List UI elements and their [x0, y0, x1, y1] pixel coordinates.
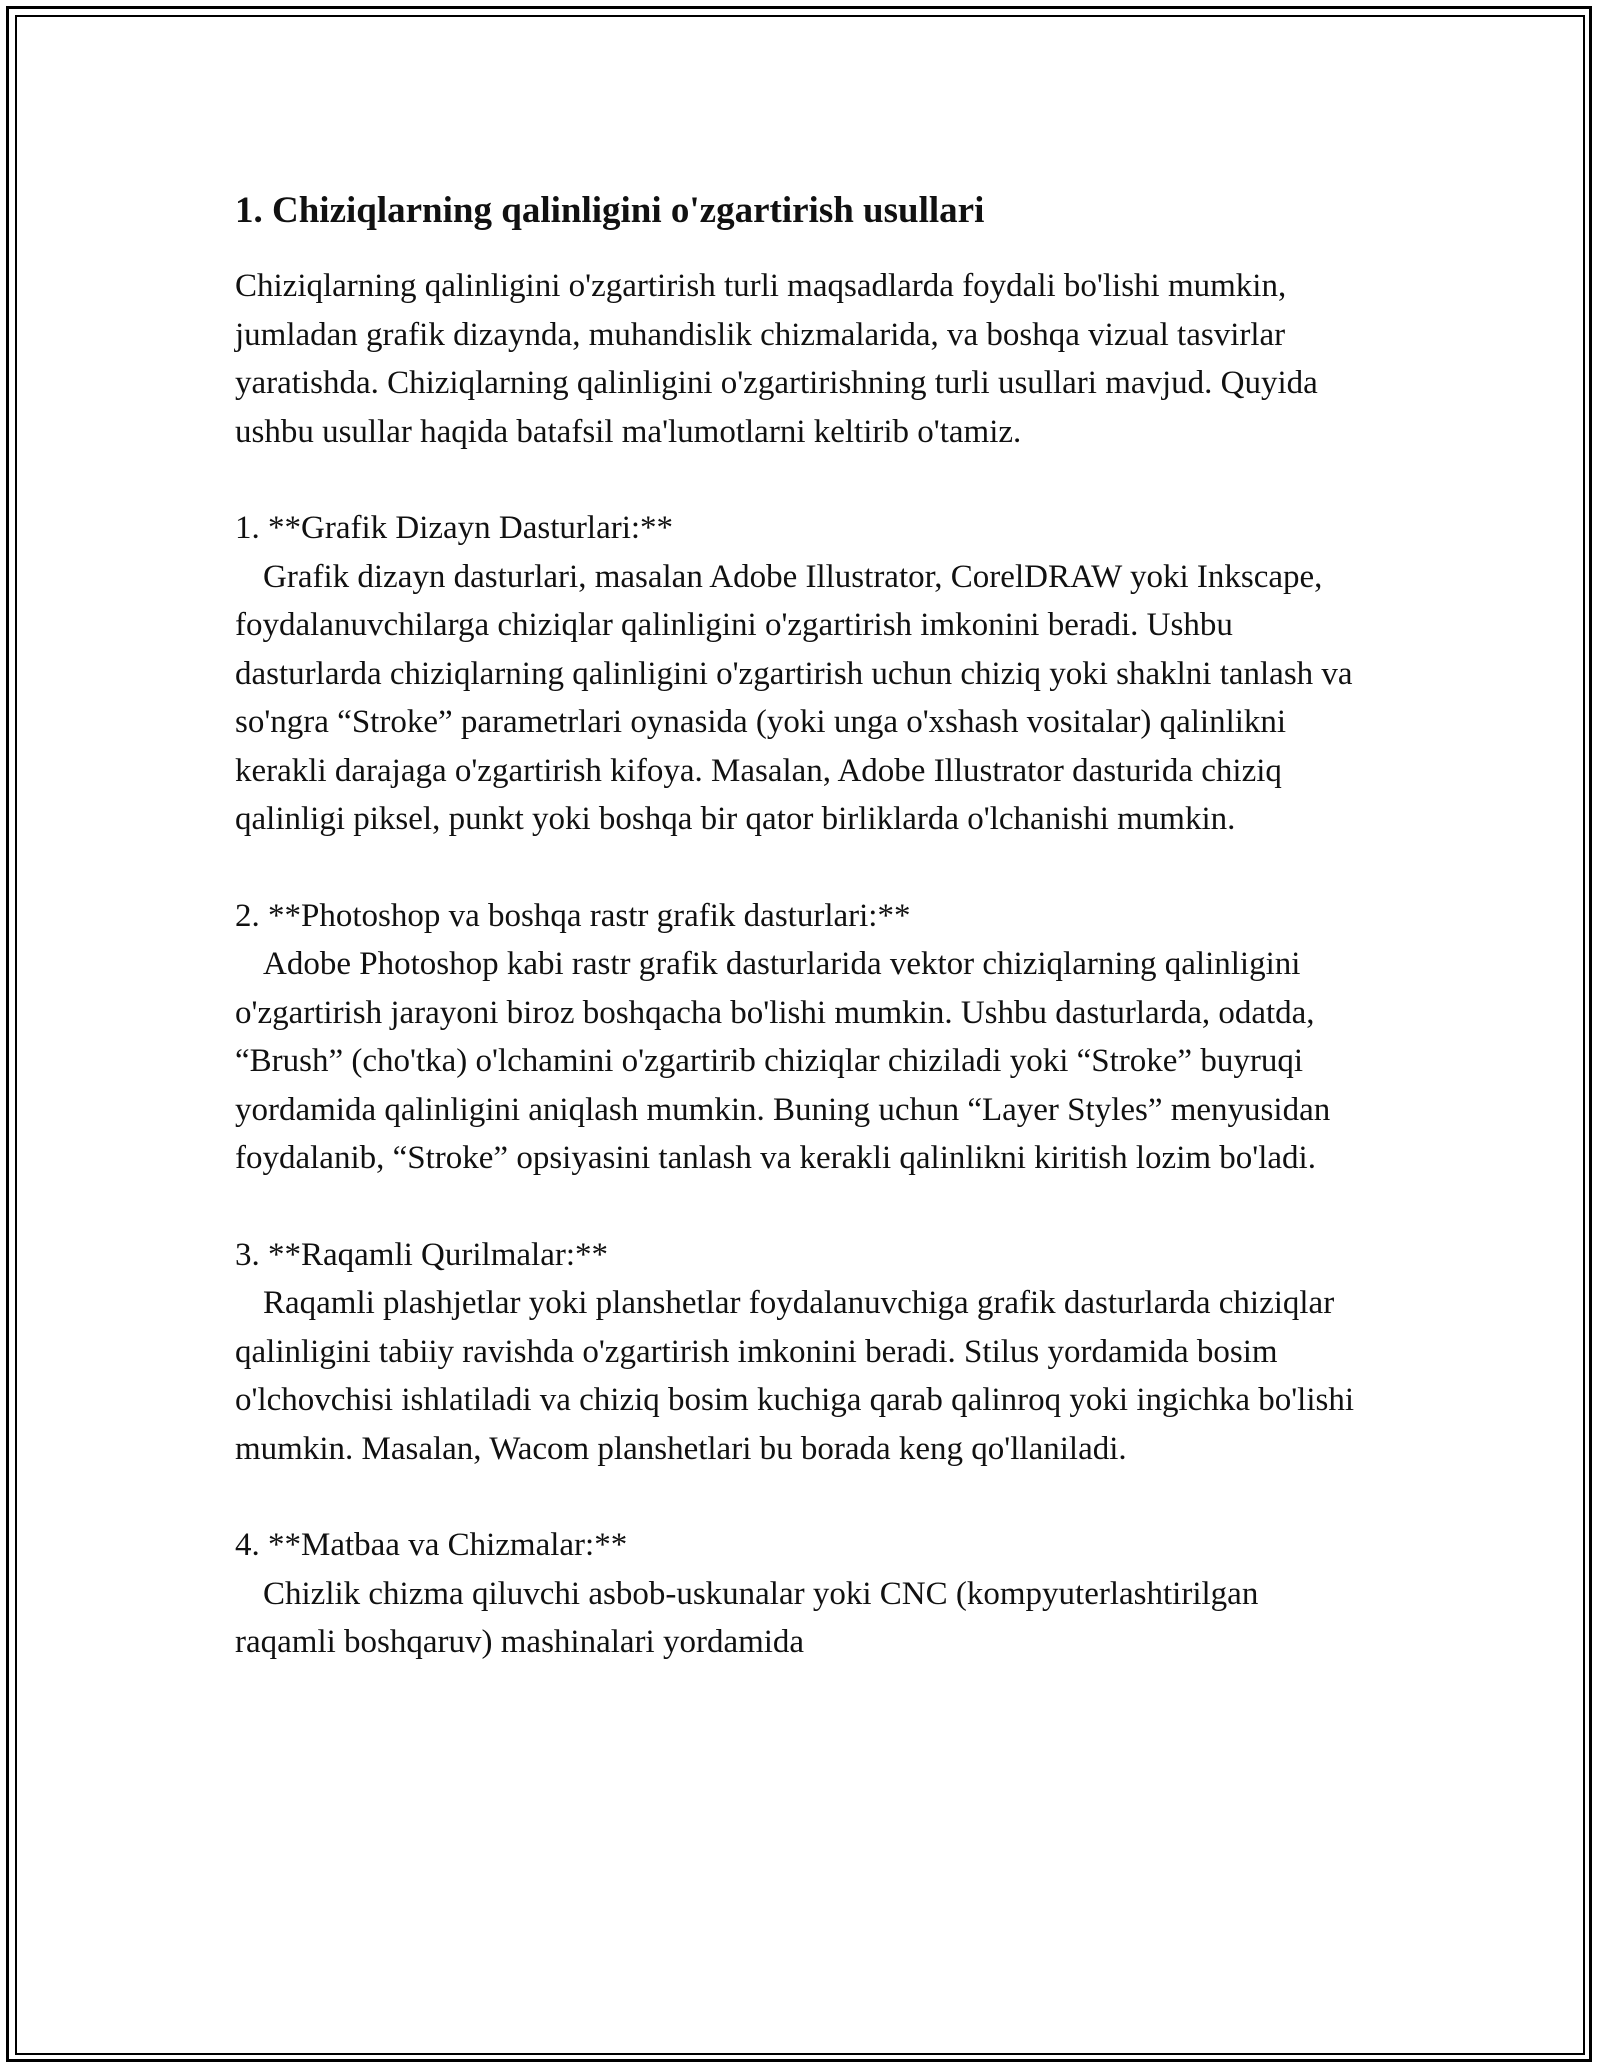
- list-item-heading: 4. **Matbaa va Chizmalar:**: [235, 1527, 628, 1563]
- list-item-heading: 3. **Raqamli Qurilmalar:**: [235, 1236, 609, 1273]
- intro-paragraph: Chiziqlarning qalinligini o'zgartirish turli maqsadlarda foydali bo'lishi mumkin, jumladan grafik dizaynda, muhandislik chizmalarida, va boshqa vizual tasvirlar yaratishda. Chiziqlarning qalinligini o'zgartirishning turli usullari mavjud. Quyida ushbu usullar haqida batafsil ma'lumotlarni keltirib o'tamiz.: [235, 268, 1318, 450]
- list-item-heading: 2. **Photoshop va boshqa rastr grafik dasturlari:**: [235, 897, 911, 934]
- document-body: [235, 186, 1365, 1715]
- list-item-body: Adobe Photoshop kabi rastr grafik dasturlarida vektor chiziqlarning qalinligini o'zgartirish jarayoni biroz boshqacha bo'lishi mumkin. Ushbu dasturlarda, odatda, “Brush” (cho'tka) o'lchamini o'zgartirib chiziqlar chiziladi yoki “Stroke” buyruqi yordamida qalinligini aniqlash mumkin. Buning uchun “Layer Styles” menyusidan foydalanib, “Stroke” opsiyasini tanlash va kerakli qalinlikni kiritish lozim bo'ladi.: [235, 946, 1331, 1176]
- list-item-body: Chizlik chizma qiluvchi asbob-uskunalar yoki CNC (kompyuterlashtirilgan raqamli boshqaruv) mashinalari yordamida: [235, 1575, 1259, 1660]
- list-item-printing-and-drawings: [235, 1521, 1365, 1667]
- document-title: 1. Chiziqlarning qalinligini o'zgartirish usullari: [235, 190, 985, 231]
- list-item-heading: 1. **Grafik Dizayn Dasturlari:**: [235, 510, 674, 546]
- list-item-body: Raqamli plashjetlar yoki planshetlar foydalanuvchiga grafik dasturlarda chiziqlar qalinligini tabiiy ravishda o'zgartirish imkonini beradi. Stilus yordamida bosim o'lchovchisi ishlatiladi va chiziq bosim kuchiga qarab qalinroq yoki ingichka bo'lishi mumkin. Masalan, Wacom planshetlari bu borada keng qo'llaniladi.: [235, 1285, 1355, 1467]
- list-item-body: Grafik dizayn dasturlari, masalan Adobe Illustrator, CorelDRAW yoki Inkscape, foydalanuvchilarga chiziqlar qalinligini o'zgartirish imkonini beradi. Ushbu dasturlarda chiziqlarning qalinligini o'zgartirish uchun chiziq yoki shaklni tanlash va so'ngra “Stroke” parametrlari oynasida (yoki unga o'xshash vositalar) qalinlikni kerakli darajaga o'zgartirish kifoya. Masalan, Adobe Illustrator dasturida chiziq qalinligi piksel, punkt yoki boshqa bir qator birliklarda o'lchanishi mumkin.: [235, 558, 1353, 837]
- list-item-graphic-design-software: [235, 504, 1365, 844]
- list-item-raster-software: [235, 892, 1365, 1183]
- list-item-digital-devices: [235, 1231, 1365, 1474]
